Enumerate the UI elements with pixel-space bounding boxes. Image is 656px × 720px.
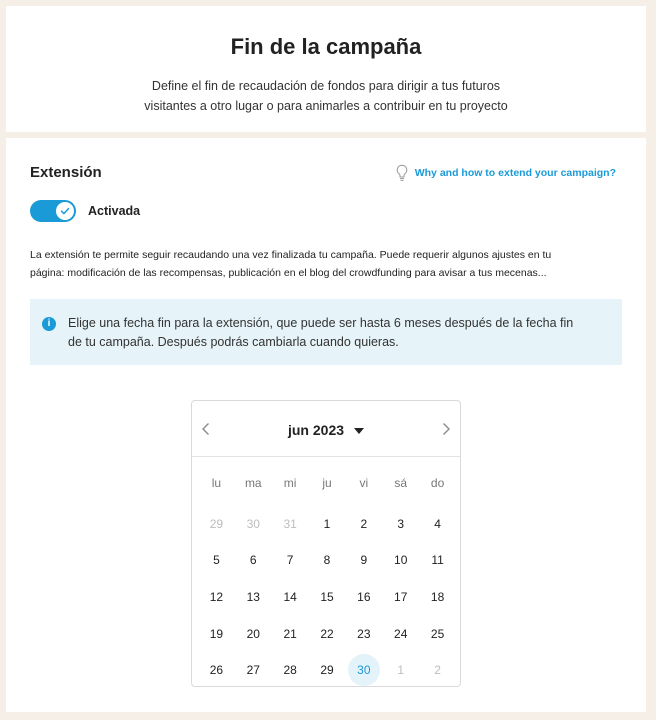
calendar-day[interactable] xyxy=(198,652,235,689)
calendar-day-number: 8 xyxy=(323,553,331,568)
calendar-day[interactable] xyxy=(382,579,419,616)
calendar-day[interactable] xyxy=(309,506,346,543)
calendar-day[interactable] xyxy=(309,652,346,689)
calendar-day-number: 12 xyxy=(209,590,224,605)
page-title: Fin de la campaña xyxy=(230,34,422,59)
calendar-day-number: 27 xyxy=(246,663,260,678)
calendar-day[interactable] xyxy=(345,615,382,652)
calendar-day-number: 22 xyxy=(320,626,334,641)
calendar-day-number: 2 xyxy=(434,663,441,678)
calendar-day[interactable] xyxy=(419,579,456,616)
calendar-day-number: 26 xyxy=(209,663,224,678)
calendar-day[interactable] xyxy=(198,615,235,652)
calendar-day-number: 20 xyxy=(246,626,260,641)
calendar-day-number: 29 xyxy=(209,516,224,531)
calendar-day[interactable] xyxy=(345,579,382,616)
caret-down-icon xyxy=(354,428,364,434)
help-link[interactable] xyxy=(395,164,616,182)
weekday-label: sá xyxy=(394,476,408,490)
calendar-day-number: 3 xyxy=(397,516,405,531)
calendar-day-number: 14 xyxy=(283,590,297,605)
calendar-day[interactable] xyxy=(382,506,419,543)
calendar-day-number: 7 xyxy=(286,553,294,568)
subtitle-line-2: visitantes a otro lugar o para animarles a contribuir en tu proyecto xyxy=(144,99,508,113)
month-label: jun 2023 xyxy=(287,422,345,438)
extension-toggle-row xyxy=(30,200,140,222)
calendar-header xyxy=(192,401,460,457)
calendar-day-number: 28 xyxy=(283,663,297,678)
calendar-day-number: 4 xyxy=(434,516,441,531)
calendar-day-number: 30 xyxy=(348,654,380,686)
calendar-day[interactable] xyxy=(198,579,235,616)
month-selector[interactable] xyxy=(192,422,460,438)
calendar-day-number: 21 xyxy=(283,626,297,641)
extension-toggle[interactable] xyxy=(30,200,76,222)
subtitle-line-1: Define el fin de recaudación de fondos para dirigir a tus futuros xyxy=(151,79,501,93)
toggle-label: Activada xyxy=(88,204,141,218)
toggle-knob xyxy=(56,202,74,220)
weekday-label: lu xyxy=(211,476,222,490)
lightbulb-icon xyxy=(395,164,409,182)
header-card xyxy=(6,6,646,132)
calendar-day[interactable] xyxy=(309,579,346,616)
help-link-label[interactable]: Why and how to extend your campaign? xyxy=(414,167,616,179)
description-line-1: La extensión te permite seguir recaudando una vez finalizada tu campaña. Puede requerir algunos ajustes en tu xyxy=(30,249,552,261)
calendar-day[interactable] xyxy=(309,615,346,652)
calendar-day[interactable] xyxy=(235,579,272,616)
calendar-day-number: 5 xyxy=(213,553,220,568)
weekday-label: do xyxy=(430,476,445,490)
calendar-day[interactable] xyxy=(235,615,272,652)
calendar-grid xyxy=(198,469,456,689)
calendar-day[interactable] xyxy=(382,615,419,652)
calendar-day[interactable] xyxy=(235,506,272,543)
calendar-day[interactable] xyxy=(272,506,309,543)
calendar-day-number: 1 xyxy=(323,516,331,531)
calendar-day-number: 2 xyxy=(360,516,368,531)
calendar-day-number: 6 xyxy=(249,553,257,568)
description-line-2: página: modificación de las recompensas, publicación en el blog del crowdfunding para avisar a tus mecenas... xyxy=(30,267,547,279)
info-box xyxy=(30,299,622,365)
calendar-day-number: 23 xyxy=(357,626,371,641)
info-line-2: de tu campaña. Después podrás cambiarla cuando quieras. xyxy=(68,335,399,349)
weekday-label: mi xyxy=(283,476,297,490)
calendar-day-number: 10 xyxy=(394,553,408,568)
calendar-day-number: 19 xyxy=(209,626,224,641)
calendar-day[interactable] xyxy=(419,542,456,579)
calendar-day[interactable] xyxy=(198,542,235,579)
calendar-day-number: 16 xyxy=(357,590,371,605)
page-subtitle xyxy=(6,76,646,116)
calendar-day[interactable] xyxy=(272,542,309,579)
calendar-day-number: 25 xyxy=(430,626,445,641)
calendar-day-number: 30 xyxy=(246,516,260,531)
extension-title: Extensión xyxy=(30,164,102,181)
calendar-day-number: 24 xyxy=(394,626,408,641)
info-line-1: Elige una fecha fin para la extensión, que puede ser hasta 6 meses después de la fecha fin xyxy=(68,316,574,330)
calendar-day-number: 11 xyxy=(431,553,444,568)
calendar-day-number: 15 xyxy=(320,590,334,605)
calendar-day-selected[interactable] xyxy=(345,652,382,689)
calendar-day[interactable] xyxy=(235,652,272,689)
calendar-day[interactable] xyxy=(272,615,309,652)
calendar-day-number: 1 xyxy=(397,663,405,678)
calendar-day[interactable] xyxy=(272,652,309,689)
weekday-label: ma xyxy=(244,476,262,490)
weekday-label: ju xyxy=(322,476,332,490)
calendar-day-number: 13 xyxy=(246,590,260,605)
weekday-label: vi xyxy=(359,476,369,490)
calendar-day[interactable] xyxy=(382,652,419,689)
calendar-day[interactable] xyxy=(419,506,456,543)
calendar-day[interactable] xyxy=(419,652,456,689)
calendar-day-number: 29 xyxy=(320,663,334,678)
calendar-day[interactable] xyxy=(345,506,382,543)
calendar-day[interactable] xyxy=(235,542,272,579)
calendar-day-number: 17 xyxy=(394,590,408,605)
calendar-day-number: 18 xyxy=(430,590,445,605)
calendar-day-number: 31 xyxy=(283,516,297,531)
check-icon xyxy=(59,205,71,217)
extension-card xyxy=(6,138,646,712)
date-picker xyxy=(191,400,461,687)
extension-description xyxy=(30,246,622,282)
calendar-day[interactable] xyxy=(198,506,235,543)
calendar-day-number: 9 xyxy=(360,553,368,568)
calendar-day[interactable] xyxy=(309,542,346,579)
calendar-day[interactable] xyxy=(382,542,419,579)
calendar-day[interactable] xyxy=(345,542,382,579)
calendar-day[interactable] xyxy=(419,615,456,652)
calendar-day[interactable] xyxy=(272,579,309,616)
chevron-right-icon[interactable] xyxy=(438,421,454,437)
info-icon: i xyxy=(42,317,56,331)
